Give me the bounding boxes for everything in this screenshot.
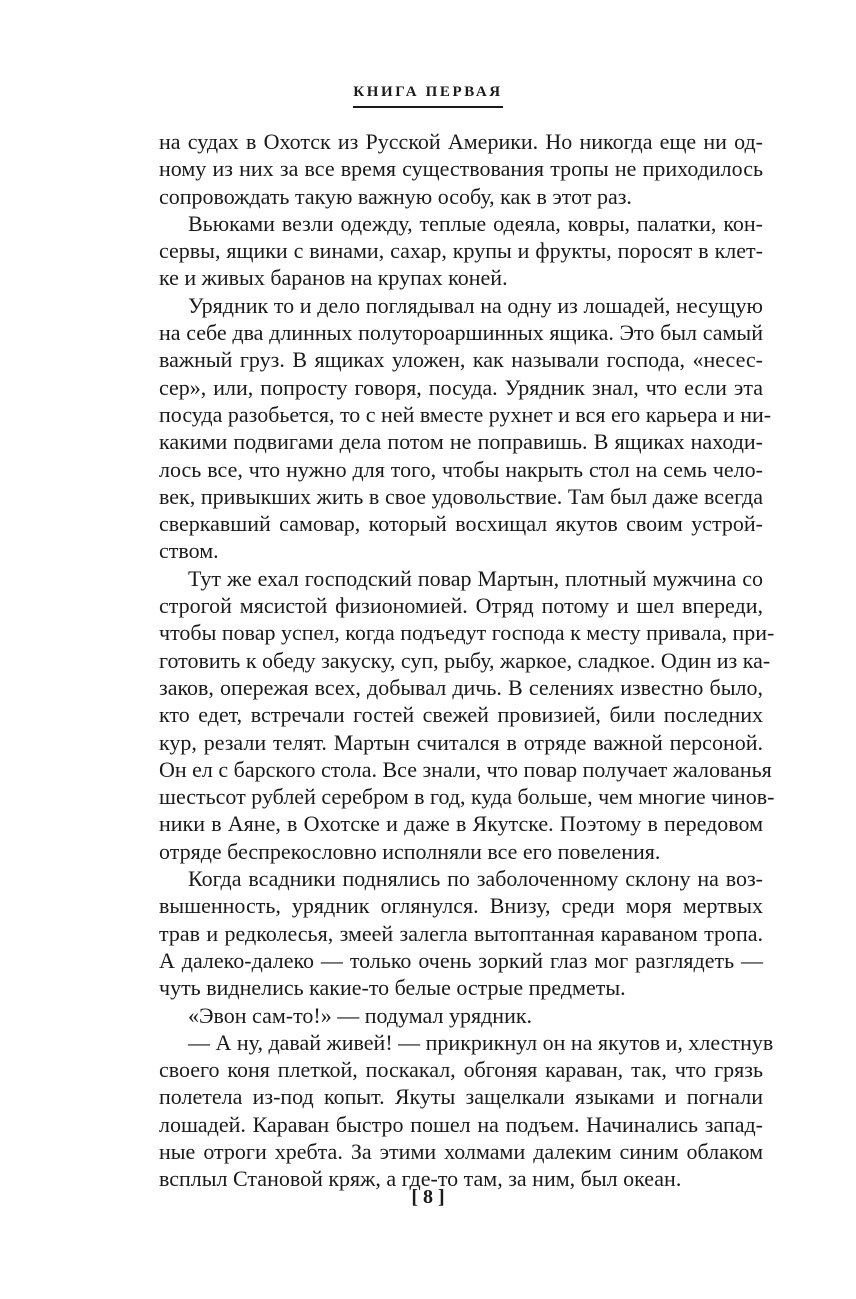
text-line: Когда всадники поднялись по заболоченному склону на воз- [188,866,763,892]
text-line: сопровождать такую важную особу, как в этот раз. [159,183,632,209]
text-line: сервы, ящики с винами, сахар, крупы и фрукты, поросят в клет- [159,238,763,264]
text-line: А далеко-далеко — только очень зоркий глаз мог разглядеть — [159,947,763,973]
text-line: ные отроги хребта. За этими холмами далеким синим облаком [159,1138,763,1164]
text-line: какими подвигами дела потом не поправишь. В ящиках находи- [159,429,763,455]
paragraph [130,210,763,292]
text-line: ному из них за все время существования тропы не приходилось [159,156,763,182]
text-line: лошадей. Караван быстро пошел на подъем. Начинались запад- [159,1111,763,1137]
running-head-title: КНИГА ПЕРВАЯ [353,84,502,108]
text-line: ством. [159,538,219,564]
text-line: кур, резали телят. Мартын считался в отряде важной персоной. [159,729,763,755]
text-line: полетела из-под копыт. Якуты защелкали языками и погнали [159,1084,763,1110]
text-line: вышенность, урядник оглянулся. Внизу, среди моря мертвых [159,893,763,919]
text-line: важный груз. В ящиках уложен, как называли господа, «несес- [159,347,763,373]
text-line: Тут же ехал господский повар Мартын, плотный мужчина со [188,565,763,591]
text-line: шестьсот рублей серебром в год, куда больше, чем многие чинов- [159,784,775,810]
text-line: лось все, что нужно для того, чтобы накрыть стол на семь чело- [159,456,763,482]
page-number: [ 8 ] [411,1186,445,1208]
text-line: сверкавший самовар, который восхищал якутов своим устрой- [159,511,763,537]
text-line: — А ну, давай живей! — прикрикнул он на якутов и, хлестнув [188,1029,774,1055]
text-line: готовить к обеду закуску, суп, рыбу, жаркое, сладкое. Один из ка- [159,647,771,673]
text-line: чуть виднелись какие-то белые острые предметы. [159,975,626,1001]
text-line: посуда разобьется, то с ней вместе рухнет и вся его карьера и ни- [159,401,772,427]
text-line: век, привыкших жить в свое удовольствие. Там был даже всегда [159,483,763,509]
body-text [130,128,775,1193]
text-line: на судах в Охотск из Русской Америки. Но никогда еще ни од- [159,129,763,154]
text-line: всплыл Становой кряж, а где-то там, за ним, был океан. [159,1166,682,1192]
text-line: Урядник то и дело поглядывал на одну из лошадей, несущую [188,292,763,318]
paragraph [130,128,763,210]
text-line: своего коня плеткой, поскакал, обгоняя караван, так, что грязь [159,1057,763,1083]
text-line: ке и живых баранов на крупах коней. [159,265,508,291]
paragraph [130,292,772,565]
text-line: заков, опережая всех, добывал дичь. В селениях известно было, [159,674,763,700]
paragraph [130,1029,774,1193]
paragraph [130,565,775,865]
text-line: строгой мясистой физиономией. Отряд потому и шел впереди, [159,593,763,619]
text-line: кто едет, встречали гостей свежей провизией, били последних [159,702,763,728]
text-line: Он ел с барского стола. Все знали, что повар получает жалованья [159,756,772,782]
text-line: трав и редколесья, змеей залегла вытоптанная караваном тропа. [159,920,763,946]
text-line: отряде беспрекословно исполняли все его повеления. [159,838,661,864]
text-line: чтобы повар успел, когда подъедут господа к месту привала, при- [159,620,775,646]
paragraph [130,1002,763,1029]
text-line: на себе два длинных полутороаршинных ящика. Это был самый [159,320,763,346]
text-line: ники в Аяне, в Охотске и даже в Якутске. Поэтому в передовом [159,811,763,837]
paragraph [130,865,763,1001]
text-line: «Эвон сам-то!» — подумал урядник. [188,1002,533,1028]
text-line: сер», или, попросту говоря, посуда. Урядник знал, что если эта [159,374,763,400]
text-line: Вьюками везли одежду, теплые одеяла, ковры, палатки, кон- [188,210,763,236]
running-head [0,83,856,108]
